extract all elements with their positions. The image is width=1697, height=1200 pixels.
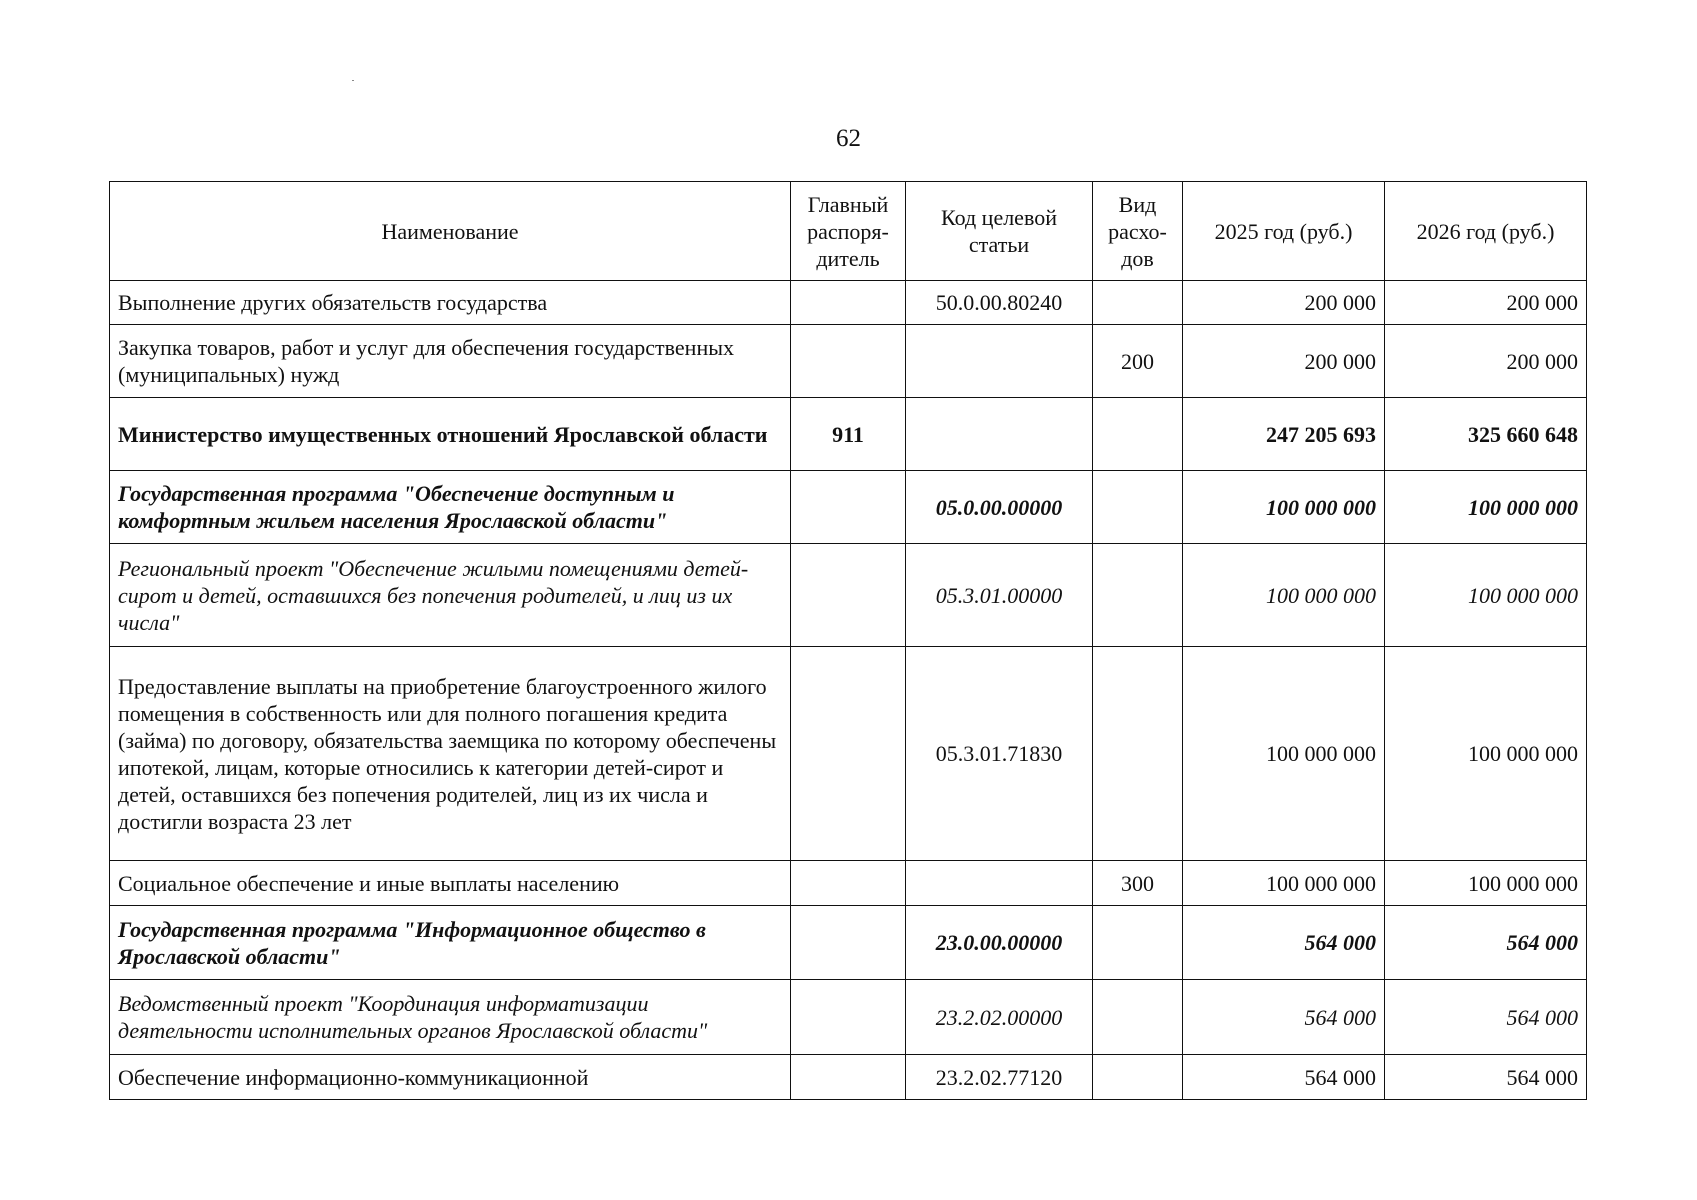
table-row [110, 980, 1587, 1055]
row-2026: 200 000 [1385, 325, 1587, 398]
row-2025: 200 000 [1183, 325, 1385, 398]
row-2026: 564 000 [1385, 906, 1587, 980]
row-2025: 100 000 000 [1183, 544, 1385, 647]
page-number: 62 [836, 125, 861, 152]
row-expense-type [1093, 544, 1183, 647]
header-year-2025: 2025 год (руб.) [1183, 182, 1385, 281]
table-row [110, 647, 1587, 861]
header-expense-type: Вид расхо-дов [1093, 182, 1183, 281]
header-name: Наименование [110, 182, 791, 281]
row-chief [791, 861, 906, 906]
row-chief [791, 647, 906, 861]
row-name: Обеспечение информационно-коммуникационной [110, 1055, 791, 1100]
row-name: Ведомственный проект "Координация информатизации деятельности исполнительных органов Ярославской области" [110, 980, 791, 1055]
row-chief [791, 544, 906, 647]
row-expense-type: 200 [1093, 325, 1183, 398]
row-2026: 564 000 [1385, 980, 1587, 1055]
row-2026: 100 000 000 [1385, 471, 1587, 544]
row-code: 23.2.02.00000 [906, 980, 1093, 1055]
row-name: Предоставление выплаты на приобретение благоустроенного жилого помещения в собственность или для полного погашения кредита (займа) по договору, обязательства заемщика по которому обеспечены ипотекой, лицам, которые относились к категории детей-сирот и детей, оставшихся без попечения родителей, лиц из их числа и достигли возраста 23 лет [110, 647, 791, 861]
row-code: 05.0.00.00000 [906, 471, 1093, 544]
row-name: Социальное обеспечение и иные выплаты населению [110, 861, 791, 906]
row-expense-type [1093, 1055, 1183, 1100]
table-row [110, 398, 1587, 471]
row-code: 23.0.00.00000 [906, 906, 1093, 980]
row-2026: 325 660 648 [1385, 398, 1587, 471]
row-name: Государственная программа "Информационное общество в Ярославской области" [110, 906, 791, 980]
row-name: Выполнение других обязательств государства [110, 281, 791, 325]
row-chief [791, 1055, 906, 1100]
row-code: 05.3.01.71830 [906, 647, 1093, 861]
row-2026: 100 000 000 [1385, 544, 1587, 647]
header-chief: Главный распоря-дитель [791, 182, 906, 281]
row-chief [791, 980, 906, 1055]
row-chief [791, 325, 906, 398]
row-2026: 200 000 [1385, 281, 1587, 325]
row-code [906, 398, 1093, 471]
row-code: 23.2.02.77120 [906, 1055, 1093, 1100]
row-name: Государственная программа "Обеспечение доступным и комфортным жильем населения Ярославской области" [110, 471, 791, 544]
row-code: 50.0.00.80240 [906, 281, 1093, 325]
row-code [906, 861, 1093, 906]
row-name: Закупка товаров, работ и услуг для обеспечения государственных (муниципальных) нужд [110, 325, 791, 398]
header-year-2026: 2026 год (руб.) [1385, 182, 1587, 281]
header-row [110, 182, 1587, 281]
row-expense-type [1093, 398, 1183, 471]
table-row [110, 544, 1587, 647]
table-row [110, 1055, 1587, 1100]
row-2026: 100 000 000 [1385, 647, 1587, 861]
row-chief [791, 281, 906, 325]
row-name: Министерство имущественных отношений Ярославской области [110, 398, 791, 471]
row-expense-type [1093, 281, 1183, 325]
row-2025: 100 000 000 [1183, 861, 1385, 906]
table-row [110, 906, 1587, 980]
row-name: Региональный проект "Обеспечение жилыми помещениями детей-сирот и детей, оставшихся без попечения родителей, и лиц из их числа" [110, 544, 791, 647]
table-row [110, 325, 1587, 398]
row-chief [791, 471, 906, 544]
header-code: Код целевой статьи [906, 182, 1093, 281]
row-2025: 564 000 [1183, 1055, 1385, 1100]
row-code [906, 325, 1093, 398]
row-2025: 100 000 000 [1183, 647, 1385, 861]
row-expense-type [1093, 647, 1183, 861]
row-2025: 100 000 000 [1183, 471, 1385, 544]
table-row [110, 471, 1587, 544]
row-expense-type [1093, 471, 1183, 544]
row-expense-type: 300 [1093, 861, 1183, 906]
row-2025: 564 000 [1183, 906, 1385, 980]
table-row [110, 281, 1587, 325]
row-2025: 200 000 [1183, 281, 1385, 325]
row-2026: 564 000 [1385, 1055, 1587, 1100]
table-row [110, 861, 1587, 906]
row-expense-type [1093, 906, 1183, 980]
row-2025: 564 000 [1183, 980, 1385, 1055]
row-code: 05.3.01.00000 [906, 544, 1093, 647]
row-chief: 911 [791, 398, 906, 471]
row-2025: 247 205 693 [1183, 398, 1385, 471]
budget-table [109, 181, 1587, 1100]
row-expense-type [1093, 980, 1183, 1055]
scan-speck [352, 80, 354, 81]
row-chief [791, 906, 906, 980]
row-2026: 100 000 000 [1385, 861, 1587, 906]
